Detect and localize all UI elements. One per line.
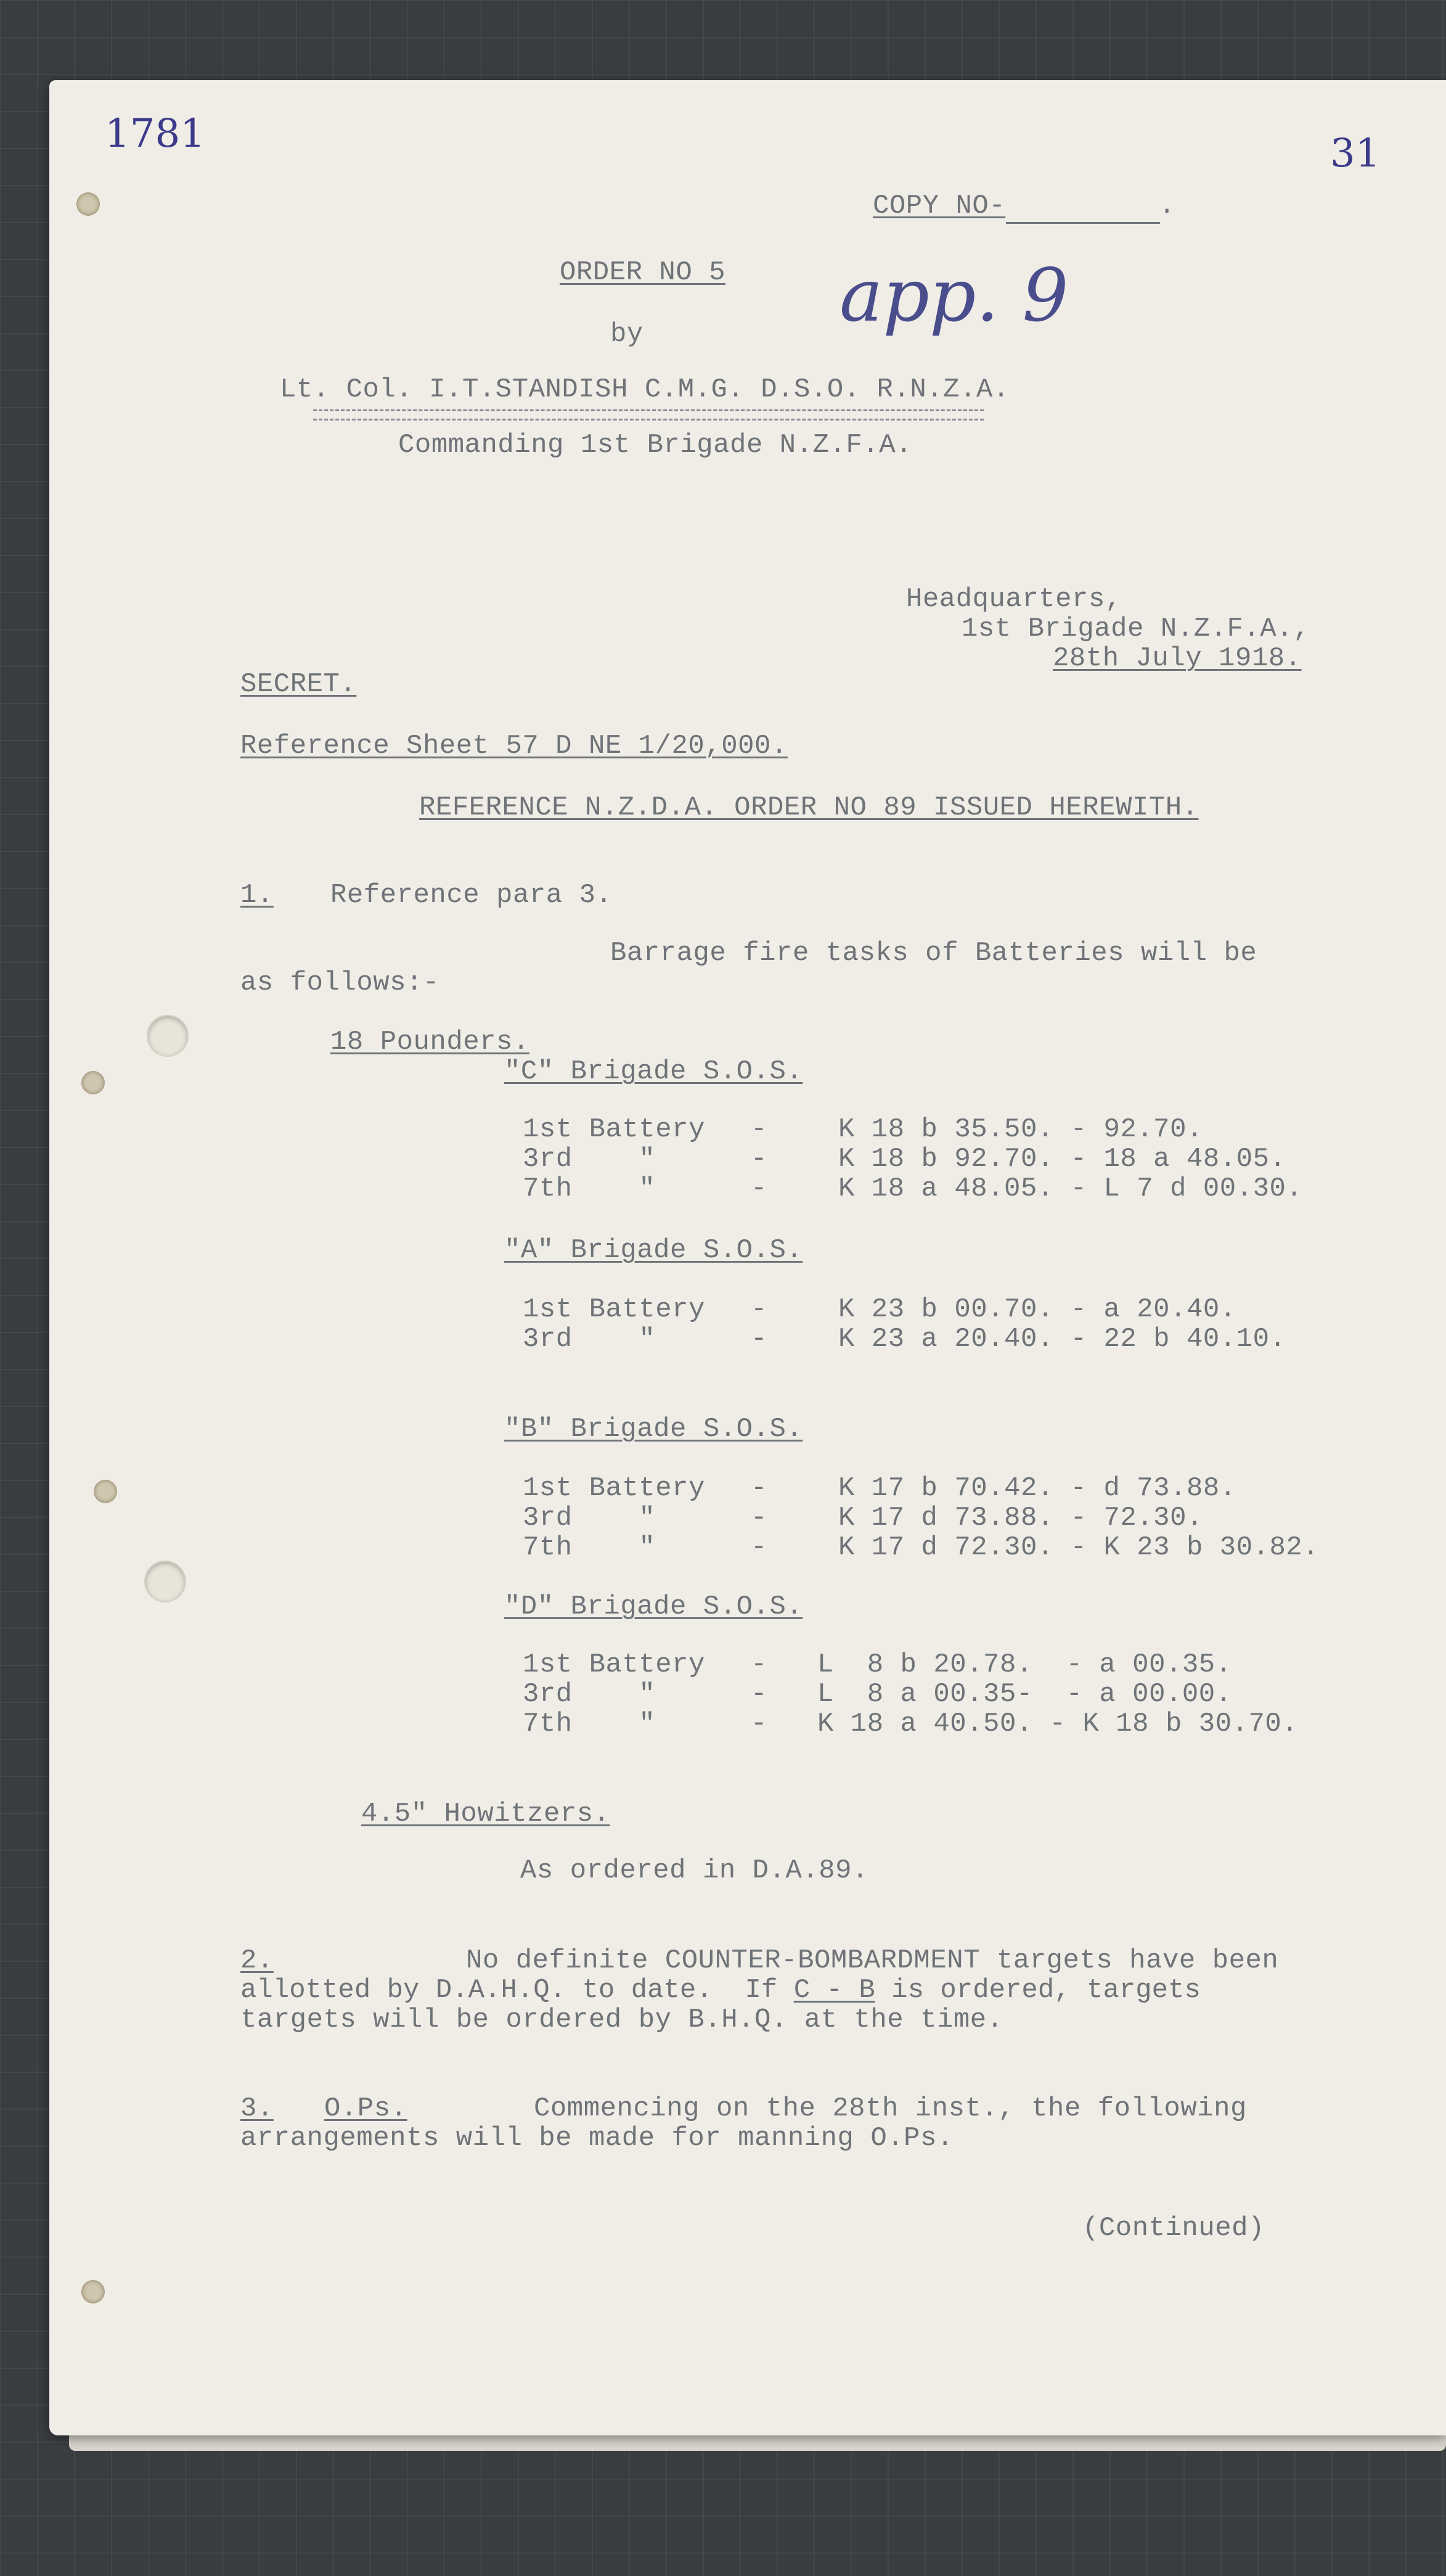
appendix-annotation: app. 9	[839, 253, 1069, 338]
battery-task: K 18 a 48.05. - L 7 d 00.30.	[838, 1173, 1303, 1204]
para-2-number: 2.	[240, 1945, 274, 1976]
battery-dash: -	[751, 1294, 767, 1325]
punch-hole-3	[94, 1480, 117, 1503]
para-2-line-1: No definite COUNTER-BOMBARDMENT targets have been	[466, 1945, 1279, 1976]
continued-label: (Continued)	[1082, 2213, 1265, 2244]
punch-hole-2	[81, 1071, 105, 1094]
para-2-line-2-c: is ordered, targets	[875, 1975, 1201, 2006]
reference-order: REFERENCE N.Z.D.A. ORDER NO 89 ISSUED HEREWITH.	[419, 792, 1199, 823]
reference-sheet: Reference Sheet 57 D NE 1/20,000.	[240, 731, 788, 761]
battery-label: 7th "	[523, 1532, 656, 1563]
howitzers-heading: 4.5" Howitzers.	[361, 1799, 610, 1829]
battery-task: L 8 a 00.35- - a 00.00.	[817, 1679, 1232, 1710]
battery-label: 1st Battery	[523, 1473, 705, 1504]
folio-stamp-right: 31	[1330, 131, 1381, 176]
battery-label: 1st Battery	[523, 1114, 705, 1145]
battery-task: K 23 a 20.40. - 22 b 40.10.	[838, 1324, 1286, 1355]
battery-dash: -	[751, 1114, 767, 1145]
para-2-line-3: targets will be ordered by B.H.Q. at the time.	[240, 2004, 1003, 2035]
battery-label: 1st Battery	[523, 1649, 705, 1680]
battery-task: K 18 b 92.70. - 18 a 48.05.	[838, 1144, 1286, 1175]
battery-task: K 23 b 00.70. - a 20.40.	[838, 1294, 1236, 1325]
folio-stamp-left: 1781	[105, 111, 205, 157]
hq-line-2: 1st Brigade N.Z.F.A.,	[962, 613, 1310, 644]
para-3-line-1: Commencing on the 28th inst., the following	[534, 2093, 1247, 2124]
para-3-number: 3.	[240, 2093, 274, 2124]
battery-label: 3rd "	[523, 1324, 656, 1355]
battery-task: L 8 b 20.78. - a 00.35.	[817, 1649, 1232, 1680]
copy-number: COPY NO-	[873, 191, 1006, 221]
battery-dash: -	[751, 1679, 767, 1710]
battery-label: 7th "	[523, 1708, 656, 1739]
brigade-heading-d: "D" Brigade S.O.S.	[504, 1591, 803, 1622]
counter-bombardment-abbrev: C - B	[793, 1975, 875, 2006]
battery-label: 1st Battery	[523, 1294, 705, 1325]
punch-hole-large-2	[145, 1562, 185, 1601]
howitzers-text: As ordered in D.A.89.	[520, 1855, 868, 1886]
officer-name: Lt. Col. I.T.STANDISH C.M.G. D.S.O. R.N.Z.A.	[280, 374, 1010, 405]
battery-dash: -	[751, 1649, 767, 1680]
copy-number-blank	[1006, 192, 1160, 224]
brigade-heading-a: "A" Brigade S.O.S.	[504, 1235, 803, 1266]
para-1-reference: Reference para 3.	[330, 880, 613, 911]
battery-task: K 17 b 70.42. - d 73.88.	[838, 1473, 1236, 1504]
battery-dash: -	[751, 1532, 767, 1563]
battery-task: K 17 d 73.88. - 72.30.	[838, 1503, 1203, 1533]
battery-label: 3rd "	[523, 1503, 656, 1533]
hq-line-1: Headquarters,	[906, 584, 1122, 615]
order-by: by	[610, 319, 643, 350]
punch-hole-1	[76, 192, 100, 216]
battery-label: 3rd "	[523, 1144, 656, 1175]
punch-hole-large-1	[148, 1016, 187, 1056]
battery-dash: -	[751, 1173, 767, 1204]
battery-task: K 17 d 72.30. - K 23 b 30.82.	[838, 1532, 1320, 1563]
battery-dash: -	[751, 1324, 767, 1355]
para-1-intro-b: as follows:-	[240, 967, 439, 998]
secret-label: SECRET.	[240, 669, 357, 700]
para-2-line-2	[240, 1975, 1201, 2005]
para-3-title: O.Ps.	[324, 2093, 407, 2124]
command-line: Commanding 1st Brigade N.Z.F.A.	[398, 430, 913, 461]
battery-task: K 18 b 35.50. - 92.70.	[838, 1114, 1203, 1145]
battery-task: K 18 a 40.50. - K 18 b 30.70.	[817, 1708, 1299, 1739]
order-number: ORDER NO 5	[560, 257, 726, 288]
battery-label: 3rd "	[523, 1679, 656, 1710]
copy-number-end: .	[1159, 191, 1175, 221]
field-guns-heading: 18 Pounders.	[330, 1027, 529, 1057]
punch-hole-4	[81, 2280, 105, 2303]
para-1-number: 1.	[240, 880, 274, 911]
battery-dash: -	[751, 1144, 767, 1175]
para-1-intro-a: Barrage fire tasks of Batteries will be	[610, 938, 1257, 969]
brigade-heading-b: "B" Brigade S.O.S.	[504, 1414, 803, 1445]
para-2-line-2-a: allotted by D.A.H.Q. to date. If	[240, 1975, 794, 2006]
battery-dash: -	[751, 1708, 767, 1739]
battery-dash: -	[751, 1473, 767, 1504]
battery-dash: -	[751, 1503, 767, 1533]
brigade-heading-c: "C" Brigade S.O.S.	[504, 1056, 803, 1087]
officer-double-underline	[313, 409, 984, 420]
para-3-line-2: arrangements will be made for manning O.Ps.	[240, 2123, 954, 2154]
hq-date: 28th July 1918.	[1053, 643, 1302, 674]
battery-label: 7th "	[523, 1173, 656, 1204]
